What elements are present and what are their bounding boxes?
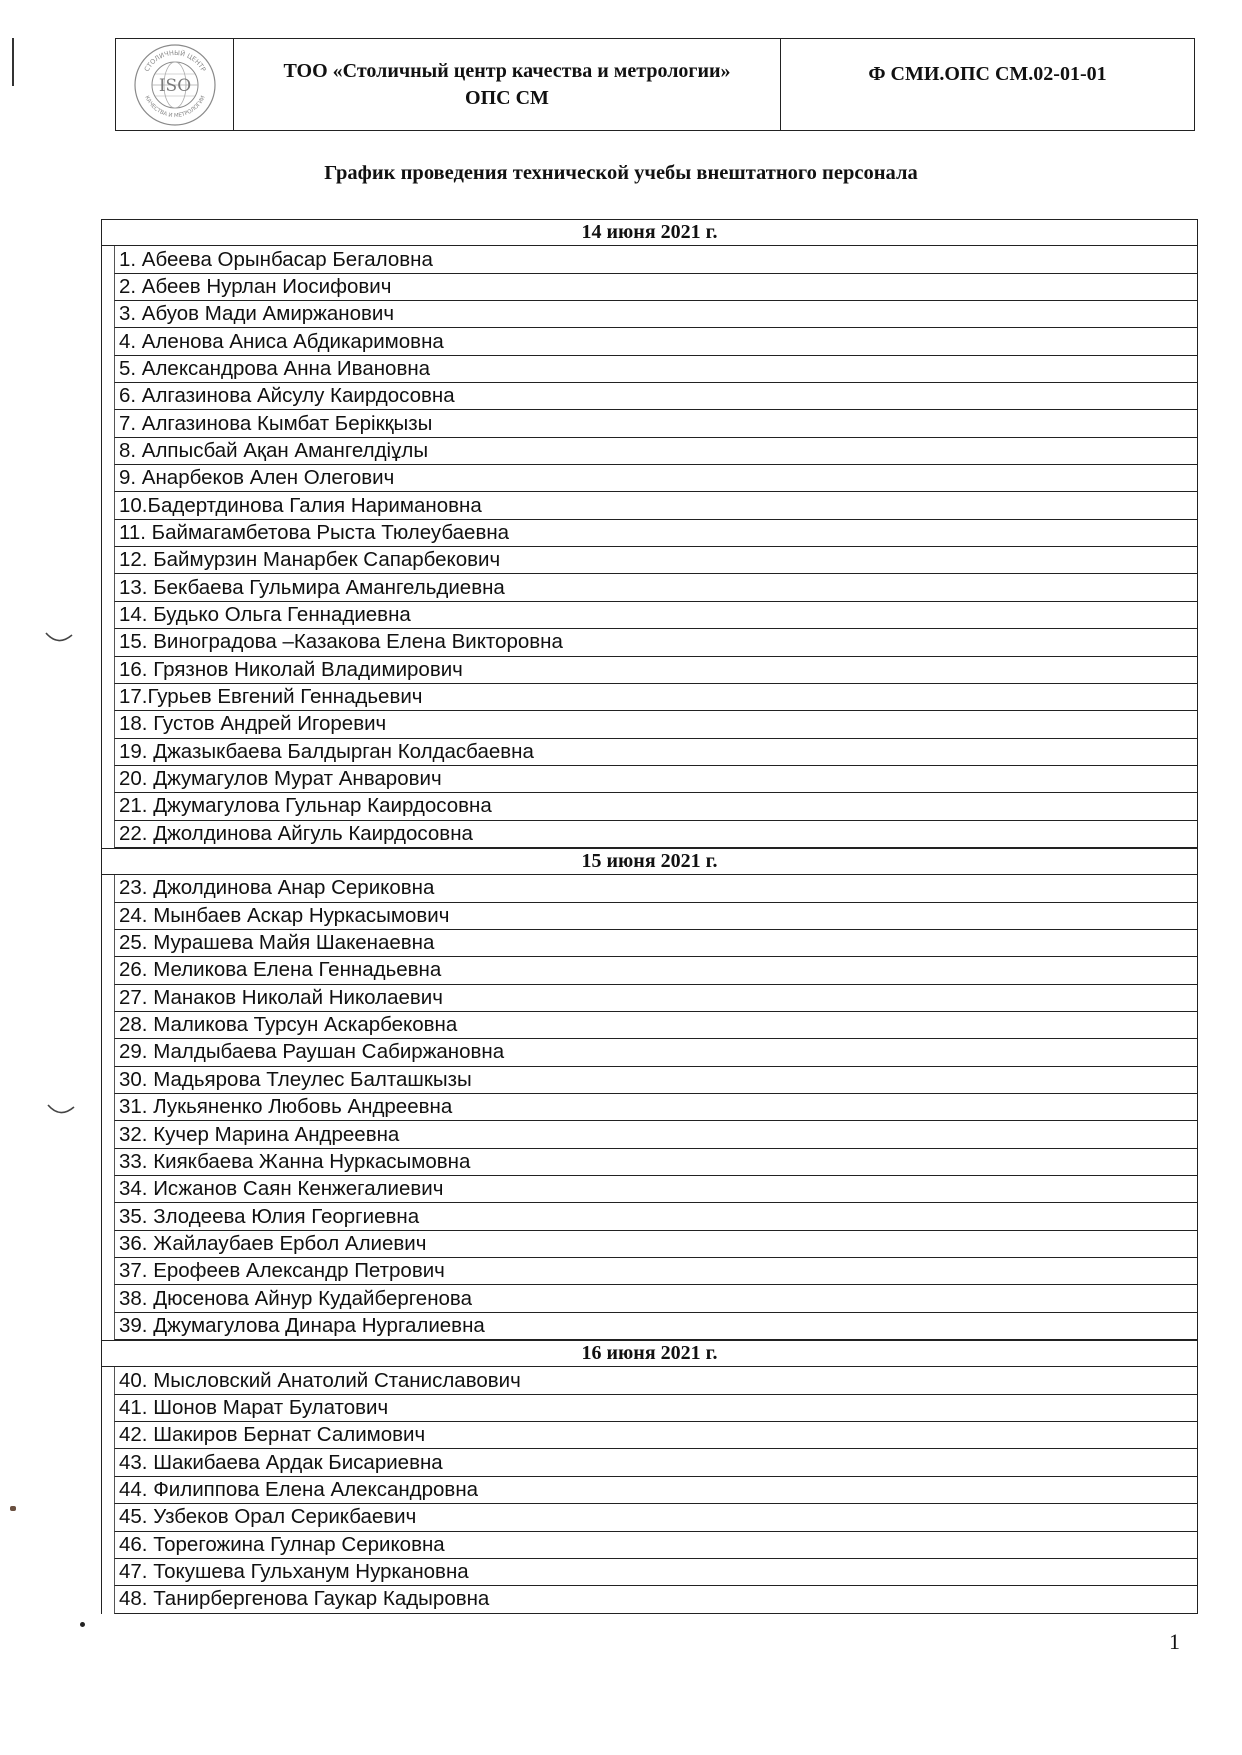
form-code-cell (781, 39, 1194, 130)
table-row: 43. Шакибаева Ардак Бисариевна (114, 1449, 1197, 1476)
table-row: 29. Малдыбаева Раушан Сабиржановна (114, 1039, 1197, 1066)
table-row: 13. Бекбаева Гульмира Амангельдиевна (114, 574, 1197, 601)
table-row: 28. Маликова Турсун Аскарбековна (114, 1012, 1197, 1039)
table-row: 3. Абуов Мади Амиржанович (114, 301, 1197, 328)
table-row: 2. Абеев Нурлан Иосифович (114, 274, 1197, 301)
table-row: 48. Танирбергенова Гаукар Кадыровна (114, 1586, 1197, 1613)
table-row: 37. Ерофеев Александр Петрович (114, 1258, 1197, 1285)
table-row: 6. Алгазинова Айсулу Каирдосовна (114, 383, 1197, 410)
schedule-date-row: 15 июня 2021 г. (102, 848, 1197, 875)
table-row: 12. Баймурзин Манарбек Сапарбекович (114, 547, 1197, 574)
table-row: 15. Виноградова –Казакова Елена Викторовна (114, 629, 1197, 656)
table-row: 41. Шонов Марат Булатович (114, 1395, 1197, 1422)
scan-speck (80, 1622, 85, 1627)
table-row: 23. Джолдинова Анар Сериковна (114, 875, 1197, 902)
form-code: Ф СМИ.ОПС СМ.02-01-01 (868, 63, 1107, 85)
schedule-date-row: 14 июня 2021 г. (102, 219, 1197, 246)
table-row: 8. Алпысбай Ақан Амангелдіұлы (114, 438, 1197, 465)
organization-unit: ОПС СМ (465, 86, 549, 109)
check-mark-icon (46, 1103, 76, 1117)
table-row: 30. Мадьярова Тлеулес Балташкызы (114, 1067, 1197, 1094)
table-row: 14. Будько Ольга Геннадиевна (114, 602, 1197, 629)
table-row: 19. Джазыкбаева Балдырган Колдасбаевна (114, 739, 1197, 766)
table-row: 4. Аленова Аниса Абдикаримовна (114, 328, 1197, 355)
table-row: 32. Кучер Марина Андреевна (114, 1121, 1197, 1148)
table-row: 36. Жайлаубаев Ербол Алиевич (114, 1231, 1197, 1258)
table-row: 38. Дюсенова Айнур Кудайбергенова (114, 1285, 1197, 1312)
table-row: 35. Злодеева Юлия Георгиевна (114, 1203, 1197, 1230)
table-row: 20. Джумагулов Мурат Анварович (114, 766, 1197, 793)
table-row: 18. Густов Андрей Игоревич (114, 711, 1197, 738)
table-row: 11. Баймагамбетова Рыста Тюлеубаевна (114, 520, 1197, 547)
table-row: 1. Абеева Орынбасар Бегаловна (114, 246, 1197, 273)
table-row: 47. Токушева Гульханум Нуркановна (114, 1559, 1197, 1586)
document-title: График проведения технической учебы внештатного персонала (324, 162, 918, 184)
organization-cell (234, 39, 781, 130)
table-row: 10.Бадертдинова Галия Наримановна (114, 492, 1197, 519)
check-mark-icon (44, 631, 74, 645)
schedule-date-row: 16 июня 2021 г. (102, 1340, 1197, 1367)
logo-center-text: ISO (158, 75, 191, 96)
table-row: 34. Исжанов Саян Кенжегалиевич (114, 1176, 1197, 1203)
schedule-table (101, 219, 1198, 1614)
table-row: 24. Мынбаев Аскар Нуркасымович (114, 903, 1197, 930)
table-row: 39. Джумагулова Динара Нургалиевна (114, 1313, 1197, 1340)
table-row: 16. Грязнов Николай Владимирович (114, 657, 1197, 684)
table-row: 45. Узбеков Орал Серикбаевич (114, 1504, 1197, 1531)
scan-speck (10, 1506, 16, 1511)
table-row: 44. Филиппова Елена Александровна (114, 1477, 1197, 1504)
table-row: 25. Мурашева Майя Шакенаевна (114, 930, 1197, 957)
organization-name: ТОО «Столичный центр качества и метрологии» (283, 59, 731, 82)
table-row: 22. Джолдинова Айгуль Каирдосовна (114, 821, 1197, 848)
table-row: 42. Шакиров Бернат Салимович (114, 1422, 1197, 1449)
iso-logo-icon (132, 42, 218, 128)
table-row: 40. Мысловский Анатолий Станиславович (114, 1367, 1197, 1394)
table-row: 31. Лукьяненко Любовь Андреевна (114, 1094, 1197, 1121)
page-number: 1 (1169, 1629, 1180, 1654)
svg-text:КАЧЕСТВА И МЕТРОЛОГИИ (143, 94, 206, 118)
table-row: 26. Меликова Елена Геннадьевна (114, 957, 1197, 984)
table-row: 9. Анарбеков Ален Олегович (114, 465, 1197, 492)
table-row: 33. Киякбаева Жанна Нуркасымовна (114, 1149, 1197, 1176)
table-row: 17.Гурьев Евгений Геннадьевич (114, 684, 1197, 711)
logo-ring-top: СТОЛИЧНЫЙ ЦЕНТР (142, 48, 207, 73)
scan-mark-left (12, 38, 14, 86)
table-row: 21. Джумагулова Гульнар Каирдосовна (114, 793, 1197, 820)
table-row: 27. Манаков Николай Николаевич (114, 985, 1197, 1012)
logo-cell (116, 39, 234, 130)
table-row: 46. Торегожина Гулнар Сериковна (114, 1532, 1197, 1559)
table-row: 7. Алгазинова Кымбат Берікқызы (114, 410, 1197, 437)
logo-ring-bottom: КАЧЕСТВА И МЕТРОЛОГИИ (142, 94, 207, 119)
document-header (115, 38, 1195, 131)
table-row: 5. Александрова Анна Ивановна (114, 356, 1197, 383)
